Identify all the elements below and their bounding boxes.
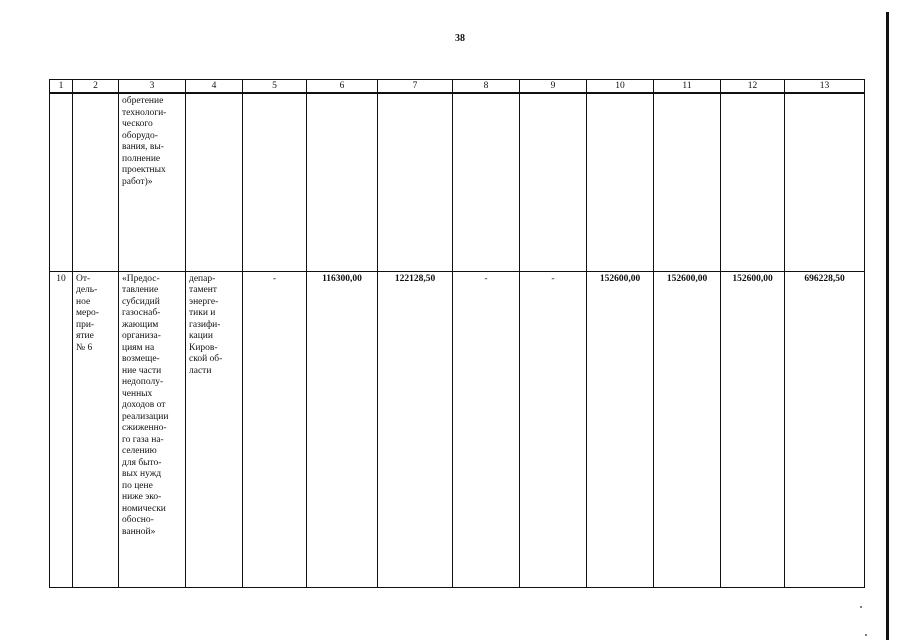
- table-row-continuation: [50, 93, 865, 271]
- column-header: 13: [785, 80, 865, 94]
- value-col5: -: [272, 273, 277, 284]
- value-col6: 116300,00: [322, 273, 362, 284]
- table-cell: [785, 93, 865, 271]
- value-col12: 152600,00: [732, 273, 773, 284]
- column-header: 10: [587, 80, 654, 94]
- table-cell: [721, 93, 785, 271]
- responsible-executor: депар- тамент энерге- тики и газифи- кации Киров- ской об- ласти: [189, 273, 223, 376]
- column-number-row: [50, 80, 865, 94]
- scan-speck: [865, 634, 867, 636]
- page-number: 38: [455, 33, 465, 44]
- column-header: 7: [378, 80, 453, 94]
- value-col10: 152600,00: [599, 273, 641, 284]
- table-cell: [785, 271, 865, 587]
- row-number: 10: [56, 273, 66, 284]
- table-row-measure-10: [50, 271, 865, 587]
- measure-type: От- дель- ное меро- при- ятие № 6: [76, 273, 99, 353]
- table-cell: [587, 271, 654, 587]
- table-cell: [186, 271, 243, 587]
- table-cell: [73, 93, 119, 271]
- scan-speck: [860, 606, 862, 608]
- column-header: 8: [453, 80, 520, 94]
- table-cell: [50, 271, 73, 587]
- table-cell: [378, 271, 453, 587]
- table-cell: [453, 93, 520, 271]
- table-cell: [520, 93, 587, 271]
- table-cell: [721, 271, 785, 587]
- column-header: 4: [186, 80, 243, 94]
- table-cell: [453, 271, 520, 587]
- table-cell: [243, 271, 307, 587]
- table-cell: [50, 93, 73, 271]
- column-header: 1: [50, 80, 73, 94]
- table-cell: [119, 93, 186, 271]
- table-cell: [520, 271, 587, 587]
- column-header: 6: [307, 80, 378, 94]
- column-header: 2: [73, 80, 119, 94]
- table-cell: [378, 93, 453, 271]
- value-col11: 152600,00: [666, 273, 708, 284]
- table-cell: [243, 93, 307, 271]
- table-cell: [654, 93, 721, 271]
- table-cell: [654, 271, 721, 587]
- value-col9: -: [551, 273, 555, 284]
- table-cell: [307, 271, 378, 587]
- column-header: 9: [520, 80, 587, 94]
- table-cell: [119, 271, 186, 587]
- table-cell: [73, 271, 119, 587]
- column-header: 5: [243, 80, 307, 94]
- table-cell: [186, 93, 243, 271]
- budget-table: [49, 79, 865, 588]
- value-col8: -: [484, 273, 488, 284]
- scan-edge-line: [886, 12, 889, 640]
- value-col13-total: 696228,50: [804, 273, 845, 284]
- column-header: 3: [119, 80, 186, 94]
- column-header: 12: [721, 80, 785, 94]
- measure-description: обретение технологи- ческого оборудо- вания, вы- полнение проектных работ)»: [122, 96, 167, 187]
- table-cell: [307, 93, 378, 271]
- value-col7: 122128,50: [394, 273, 436, 284]
- column-header: 11: [654, 80, 721, 94]
- measure-description: «Предос- тавление субсидий газоснаб- жающим организа- циям на возмеще- ние части недополу- ченных доходов от реализации сжиженно- го газа на- селению для быто- вых нужд по цене ниже эко- номически обосно- ванной»: [122, 273, 169, 537]
- table-cell: [587, 93, 654, 271]
